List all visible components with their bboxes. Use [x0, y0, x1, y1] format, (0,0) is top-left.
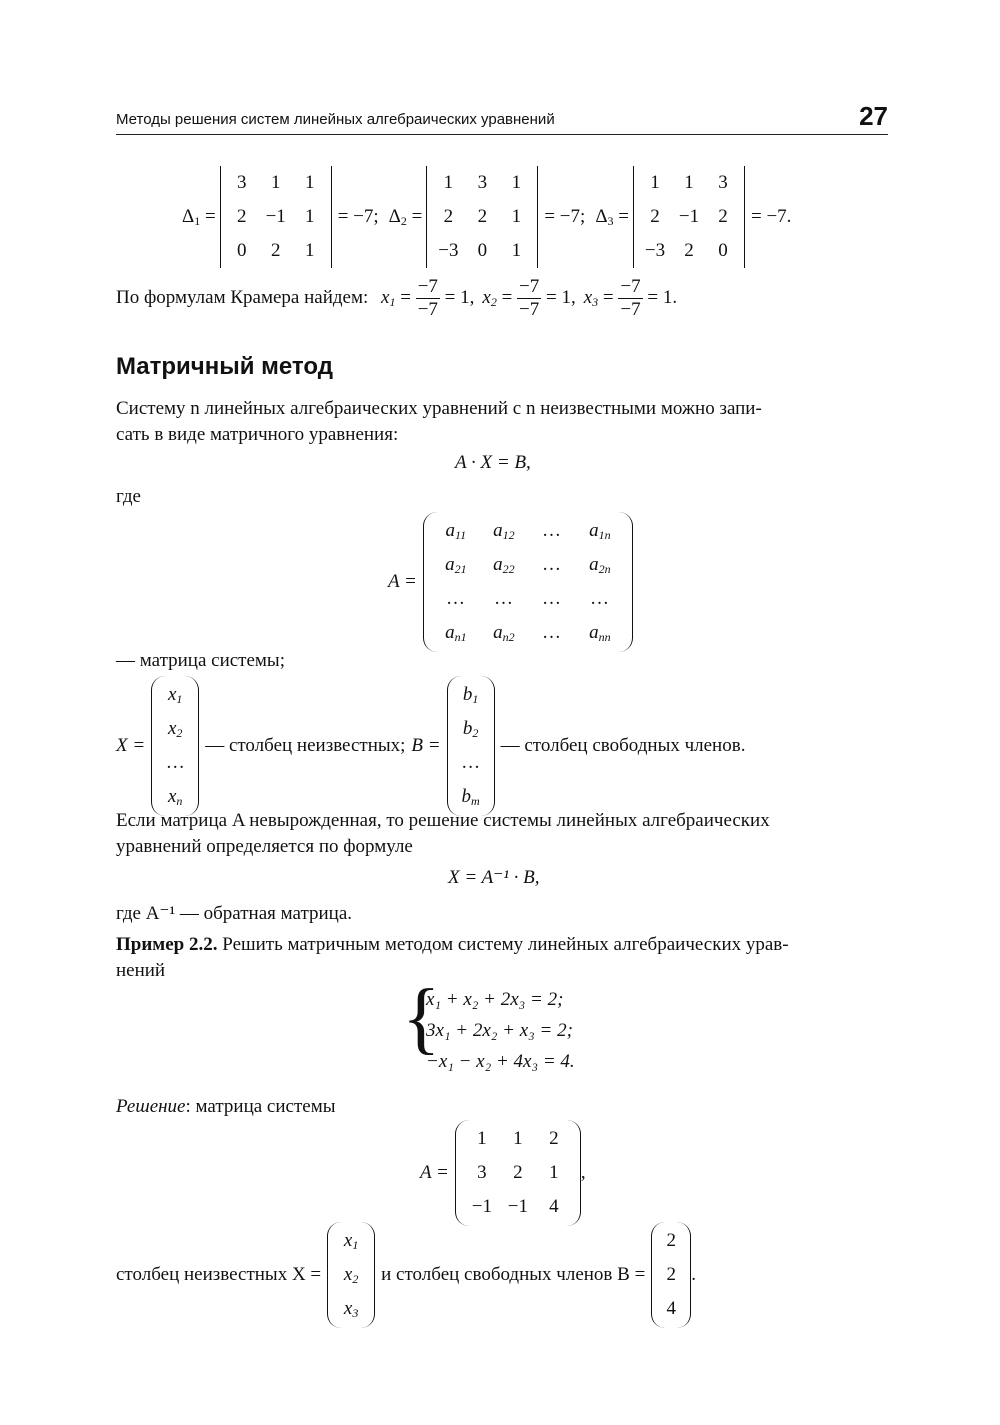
matrix-cell: 0	[477, 240, 488, 261]
determinants-row	[182, 166, 791, 268]
cramer-result: = 1,	[439, 286, 475, 308]
cramer-line	[116, 276, 677, 321]
fraction	[416, 276, 440, 321]
column-cell: $b_m$	[461, 786, 480, 808]
matrix-cell: −3	[644, 240, 666, 261]
matrix-row	[432, 616, 624, 650]
matrix-row	[464, 1156, 572, 1190]
fraction	[517, 276, 541, 321]
page-number: 27	[859, 101, 888, 131]
matrix-cell: 3	[236, 172, 247, 193]
and-free-text: и столбец свободных членов B =	[381, 1264, 646, 1285]
matrix-cell: …	[543, 554, 561, 575]
matrix-cell: …	[543, 588, 561, 609]
matrix-cell: …	[543, 622, 561, 643]
determinant-value: = −7;	[544, 206, 586, 227]
matrix-a-general: A = $a_{11}$ $a_{12}$ … $a_{1n}$ $a_{21}$ $a_{22}$ … $a_{2n}$ … … … … $a_{n1}$ $a_{n2}$ … $a_{nn}$	[388, 512, 633, 652]
matrix-cell: 2	[549, 1128, 559, 1149]
columns-line: X = $x_1$ $x_2$ … $x_n$ — столбец неизвестных; B = $b_1$ $b_2$ … $b_m$ — столбец свободных членов.	[116, 676, 745, 816]
matrix-cell: $a_{22}$	[493, 554, 515, 576]
matrix-cell: −1	[471, 1196, 492, 1217]
fraction-numerator: −7	[417, 276, 438, 297]
column-cell-row	[660, 1258, 682, 1292]
matrix-row	[225, 166, 327, 200]
column-cell: $x_2$	[343, 1264, 359, 1286]
determinant-matrix	[633, 166, 745, 268]
determinant-3	[595, 166, 791, 268]
matrix-cell: 2	[270, 240, 281, 261]
column-cell: $b_2$	[462, 718, 479, 740]
matrix-cell: 1	[477, 1128, 487, 1149]
matrix-cell: 3	[477, 1162, 487, 1183]
solution-equation: X = A⁻¹ · B,	[448, 867, 540, 888]
matrix-row	[638, 200, 740, 234]
solution-text: : матрица системы	[185, 1096, 336, 1117]
page-header	[116, 100, 888, 135]
matrix-cell: 4	[549, 1196, 559, 1217]
determinant-2	[389, 166, 586, 268]
matrix-cell: 0	[236, 240, 247, 261]
column-cell: …	[461, 752, 481, 773]
column-cell: $x_1$	[167, 684, 183, 706]
column-cell-row	[456, 712, 486, 746]
cramer-item: $x_2$ = $\frac{-7}{-7}$ = 1,	[482, 276, 576, 320]
matrix-cell: 2	[650, 206, 660, 227]
matrix-row	[431, 200, 533, 234]
system-equation: 3x₁ + 2x₂ + x₃ = 2;	[426, 1020, 573, 1041]
determinant-value: = −7.	[751, 206, 792, 227]
matrix-row	[432, 514, 624, 548]
intro-paragraph	[116, 396, 888, 448]
section-title: Матричный метод	[116, 353, 333, 380]
matrix-cell: 2	[477, 206, 488, 227]
column-cell: $x_2$	[167, 718, 183, 740]
matrix-cell: 1	[513, 1128, 523, 1149]
column-cell-row	[336, 1292, 366, 1326]
matrix-cell: 2	[684, 240, 694, 261]
column-cell-row	[336, 1224, 366, 1258]
matrix-cell: 2	[513, 1162, 523, 1183]
determinant-label: $\Delta_3$ =	[595, 205, 629, 228]
matrix-cell: 1	[511, 240, 522, 261]
nondeg-paragraph	[116, 808, 888, 860]
intro-line-2: сать в виде матричного уравнения:	[116, 424, 399, 445]
column-cell: $x_1$	[343, 1230, 359, 1252]
matrix-cell: −3	[438, 240, 459, 261]
column-cell: 2	[666, 1230, 677, 1251]
column-cell-row	[456, 678, 486, 712]
determinant-matrix	[426, 166, 538, 268]
nondeg-line-2: уравнений определяется по формуле	[116, 836, 413, 857]
determinant-matrix	[220, 166, 332, 268]
matrix-a: A = 1 1 2 3 2 1 −1 −1 4 ,	[420, 1120, 586, 1226]
matrix-cell: −1	[678, 206, 700, 227]
column-cell-row	[160, 712, 190, 746]
matrix-row	[638, 166, 740, 200]
column-cell-row	[660, 1224, 682, 1258]
column-cell: $x_3$	[343, 1298, 359, 1320]
cramer-result: = 1,	[541, 286, 576, 308]
matrix-row	[225, 200, 327, 234]
fraction-denominator: −7	[519, 299, 540, 320]
example-line-1: Решить матричным методом систему линейных алгебраических урав-	[222, 934, 789, 955]
matrix-cell: $a_{n1}$	[445, 622, 467, 644]
matrix-row	[464, 1190, 572, 1224]
matrix-cell: 2	[443, 206, 454, 227]
matrix-cell: 1	[304, 240, 315, 261]
matrix-cell: 0	[718, 240, 728, 261]
column-cell-row	[160, 746, 190, 780]
matrix-row	[431, 166, 533, 200]
matrix-equation: A · X = B,	[455, 452, 531, 473]
matrix-cell: $a_{1n}$	[589, 520, 611, 542]
matrix-cell: $a_{2n}$	[589, 554, 611, 576]
cramer-var: $x_1$	[381, 286, 396, 309]
matrix-cell: 1	[304, 206, 315, 227]
matrix-cell: 1	[443, 172, 454, 193]
matrix-cell: 3	[477, 172, 488, 193]
solution-line	[116, 1096, 335, 1118]
example-line-2: нений	[116, 960, 166, 981]
matrix-cell: $a_{n2}$	[493, 622, 515, 644]
determinant-label: $\Delta_2$ =	[388, 205, 423, 228]
matrix-cell: 1	[511, 206, 522, 227]
free-text: — столбец свободных членов.	[500, 735, 746, 756]
fraction-denominator: −7	[620, 299, 641, 320]
matrix-cell: …	[591, 588, 609, 609]
column-cell: $b_1$	[462, 684, 479, 706]
system-matrix-text: — матрица системы;	[116, 650, 285, 671]
column-cell-row	[336, 1258, 366, 1292]
fraction-denominator: −7	[417, 299, 438, 320]
matrix-cell: −1	[507, 1196, 528, 1217]
column-cell: …	[165, 752, 185, 773]
inverse-text: где A⁻¹ — обратная матрица.	[116, 903, 353, 924]
final-columns-line: столбец неизвестных X = $x_1$ $x_2$ $x_3$ и столбец свободных членов B = 2 2 4 .	[116, 1222, 696, 1328]
matrix-cell: …	[447, 588, 465, 609]
cramer-var: $x_2$	[482, 286, 497, 309]
example-paragraph	[116, 932, 888, 984]
determinant-1	[182, 166, 379, 268]
unknowns-col-text: столбец неизвестных X =	[116, 1264, 322, 1285]
matrix-cell: 1	[511, 172, 522, 193]
header-title: Методы решения систем линейных алгебраических уравнений	[116, 111, 555, 128]
matrix-row	[432, 548, 624, 582]
matrix-cell: $a_{nn}$	[589, 622, 611, 644]
matrix-cell: 3	[718, 172, 728, 193]
matrix-cell: 2	[236, 206, 247, 227]
cramer-item: $x_1$ = $\frac{-7}{-7}$ = 1,	[381, 276, 475, 320]
fraction	[618, 276, 642, 321]
matrix-row	[431, 234, 533, 268]
matrix-cell: $a_{21}$	[445, 554, 467, 576]
column-cell-row	[660, 1292, 682, 1326]
cramer-var: $x_3$	[583, 286, 599, 309]
matrix-cell: 2	[718, 206, 728, 227]
cramer-text: По формулам Крамера найдем:	[116, 286, 369, 308]
equation-system	[402, 974, 575, 1077]
matrix-cell: $a_{11}$	[445, 520, 467, 542]
example-label: Пример 2.2.	[116, 934, 218, 955]
unknowns-text: — столбец неизвестных;	[205, 735, 406, 756]
matrix-cell: $a_{12}$	[493, 520, 515, 542]
intro-line-1: Систему n линейных алгебраических уравнений с n неизвестными можно запи-	[116, 398, 762, 419]
matrix-cell: …	[495, 588, 513, 609]
matrix-row	[225, 234, 327, 268]
cramer-item: $x_3$ = $\frac{-7}{-7}$ = 1.	[583, 276, 678, 320]
fraction-numerator: −7	[620, 276, 641, 297]
fraction-numerator: −7	[519, 276, 540, 297]
nondeg-line-1: Если матрица A невырожденная, то решение системы линейных алгебраических	[116, 810, 770, 831]
cramer-result: = 1.	[642, 286, 678, 308]
matrix-cell: …	[543, 520, 561, 541]
matrix-cell: 1	[684, 172, 694, 193]
column-cell-row	[456, 746, 486, 780]
column-cell-row	[160, 678, 190, 712]
matrix-row	[464, 1122, 572, 1156]
solution-label: Решение	[116, 1096, 186, 1117]
where-label: где	[116, 486, 141, 507]
matrix-cell: 1	[650, 172, 660, 193]
matrix-row	[432, 582, 624, 616]
matrix-cell: 1	[270, 172, 281, 193]
system-equation: x₁ + x₂ + 2x₃ = 2;	[426, 989, 564, 1010]
column-cell: $x_n$	[167, 786, 183, 808]
matrix-row	[638, 234, 740, 268]
column-cell: 4	[666, 1298, 677, 1319]
determinant-value: = −7;	[337, 206, 379, 227]
determinant-label: $\Delta_1$ =	[182, 205, 216, 228]
matrix-cell: −1	[265, 206, 286, 227]
system-equation: −x₁ − x₂ + 4x₃ = 4.	[426, 1051, 575, 1072]
column-cell: 2	[666, 1264, 677, 1285]
matrix-cell: 1	[304, 172, 315, 193]
system-brace: {	[402, 974, 441, 1062]
matrix-cell: 1	[549, 1162, 559, 1183]
